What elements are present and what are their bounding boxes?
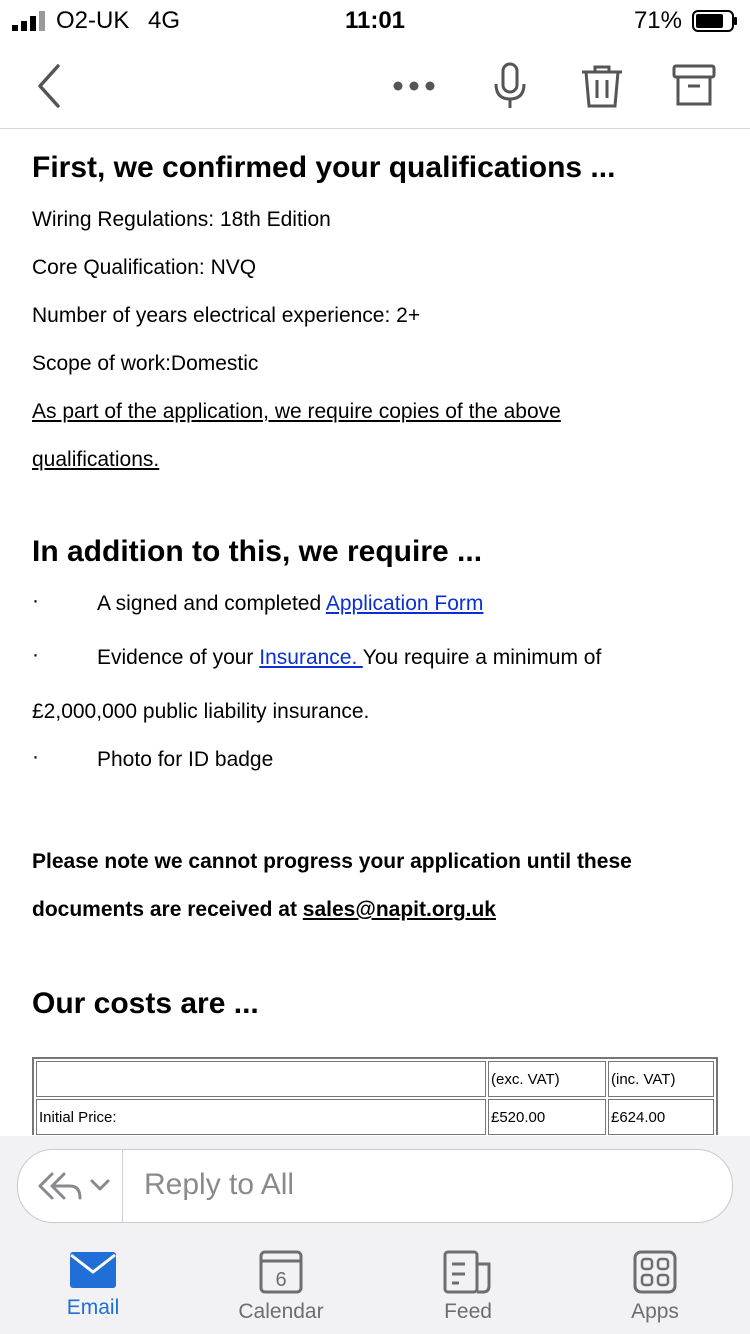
experience-line: Number of years electrical experience: 2+ — [32, 304, 421, 327]
reply-divider — [122, 1150, 123, 1222]
costs-table — [32, 1057, 718, 1135]
insurance-requirement-line: £2,000,000 public liability insurance. — [32, 700, 370, 723]
sales-email-link[interactable]: sales@napit.org.uk — [302, 898, 496, 921]
table-cell: £520.00 — [488, 1099, 606, 1135]
battery-percent: 71% — [633, 7, 682, 34]
battery-icon — [692, 10, 738, 32]
heading-costs: Our costs are ... — [32, 987, 259, 1020]
copies-note-line1: As part of the application, we require copies of the above — [32, 400, 561, 423]
tab-bar — [0, 1236, 750, 1334]
bullet-photo: Photo for ID badge — [97, 748, 274, 771]
tab-apps[interactable] — [585, 1250, 725, 1324]
core-qualification-line: Core Qualification: NVQ — [32, 256, 257, 279]
heading-qualifications: First, we confirmed your qualifications ... — [32, 151, 616, 184]
apps-grid-icon — [633, 1250, 677, 1294]
tab-label: Email — [66, 1296, 120, 1319]
note-text: documents are received at — [32, 898, 303, 921]
bullet-text: A signed and completed — [97, 592, 326, 615]
more-options-icon[interactable] — [390, 62, 438, 110]
insurance-link[interactable]: Insurance. — [259, 646, 363, 669]
tab-label: Apps — [631, 1300, 679, 1323]
tab-label: Feed — [444, 1300, 492, 1323]
microphone-icon[interactable] — [486, 62, 534, 110]
bullet-application-form — [97, 589, 483, 619]
table-header-row — [36, 1061, 714, 1097]
copies-note-line2: qualifications. — [32, 448, 160, 471]
tab-feed[interactable] — [398, 1250, 538, 1324]
reply-field[interactable] — [17, 1149, 733, 1223]
bullet-text: Evidence of your — [97, 646, 260, 669]
table-header-cell — [36, 1061, 486, 1097]
envelope-icon — [69, 1250, 117, 1290]
table-cell: £624.00 — [608, 1099, 714, 1135]
network-label: 4G — [148, 7, 181, 34]
feed-icon — [443, 1250, 493, 1294]
calendar-day-number: 6 — [275, 1269, 287, 1291]
reply-placeholder[interactable]: Reply to All — [144, 1168, 295, 1201]
bullet-insurance — [97, 643, 601, 673]
clock: 11:01 — [344, 7, 406, 34]
message-body — [0, 129, 750, 1135]
table-header-cell: (inc. VAT) — [608, 1061, 714, 1097]
scope-line: Scope of work:Domestic — [32, 352, 259, 375]
table-cell: Initial Price: — [36, 1099, 486, 1135]
progress-note-line1: Please note we cannot progress your application until these — [32, 850, 632, 873]
message-toolbar — [0, 44, 750, 129]
calendar-icon — [259, 1250, 303, 1294]
tab-email[interactable] — [23, 1250, 163, 1320]
wiring-line: Wiring Regulations: 18th Edition — [32, 208, 331, 231]
status-bar — [0, 0, 750, 44]
carrier-label: O2-UK — [56, 7, 130, 34]
archive-icon[interactable] — [670, 62, 718, 110]
back-chevron-icon[interactable] — [26, 62, 74, 110]
table-header-cell: (exc. VAT) — [488, 1061, 606, 1097]
bullet-dot: · — [32, 643, 39, 666]
progress-note-line2 — [32, 895, 496, 925]
reply-all-dropdown-icon[interactable] — [36, 1168, 116, 1204]
reply-bar — [0, 1136, 750, 1236]
bullet-dot: · — [32, 745, 39, 768]
tab-calendar[interactable] — [211, 1250, 351, 1324]
bullet-dot: · — [32, 589, 39, 612]
bullet-text-rest: You require a minimum of — [362, 646, 602, 669]
trash-icon[interactable] — [578, 62, 626, 110]
table-row — [36, 1099, 714, 1135]
tab-label: Calendar — [238, 1300, 324, 1323]
heading-additional-requirements: In addition to this, we require ... — [32, 535, 483, 568]
application-form-link[interactable]: Application Form — [325, 592, 484, 615]
